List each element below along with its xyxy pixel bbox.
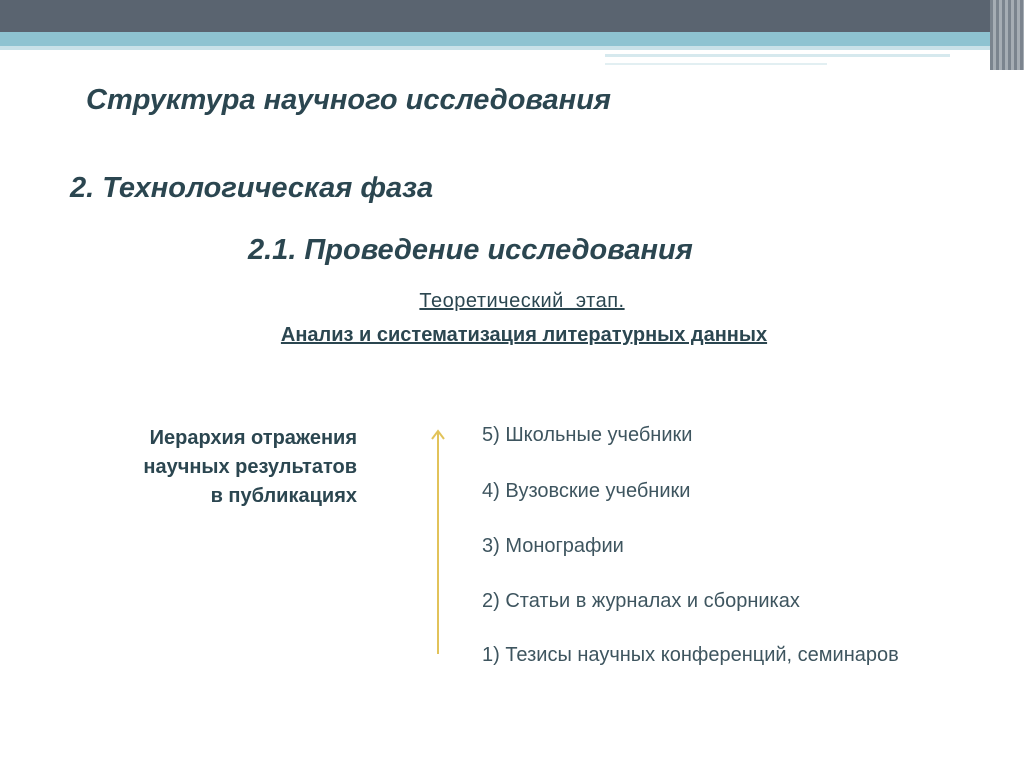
stage-label: Теоретический этап.: [419, 290, 625, 312]
subsection-heading: 2.1. Проведение исследования: [248, 234, 693, 266]
banner-thin-line: [605, 63, 827, 65]
hierarchy-caption: [40, 424, 357, 511]
list-item: 5) Школьные учебники: [482, 424, 693, 446]
top-banner: [0, 0, 1024, 70]
analysis-label: Анализ и систематизация литературных данных: [280, 324, 768, 346]
list-item: 4) Вузовские учебники: [482, 480, 691, 502]
slide-title: Структура научного исследования: [86, 84, 611, 116]
hierarchy-line: Иерархия отражения: [149, 427, 357, 449]
banner-teal-band: [0, 32, 1024, 46]
list-item: 2) Статьи в журналах и сборниках: [482, 590, 800, 612]
hierarchy-line: научных результатов: [143, 456, 357, 478]
banner-thin-line: [605, 54, 950, 57]
up-arrow-icon: [428, 428, 448, 654]
banner-light-band: [0, 46, 1024, 50]
phase-heading: 2. Технологическая фаза: [70, 172, 434, 204]
list-item: 3) Монографии: [482, 535, 624, 557]
hierarchy-line: в публикациях: [210, 485, 357, 507]
banner-dark-band: [0, 0, 1024, 32]
list-item: 1) Тезисы научных конференций, семинаров: [482, 644, 899, 666]
banner-stripes: [990, 0, 1024, 70]
